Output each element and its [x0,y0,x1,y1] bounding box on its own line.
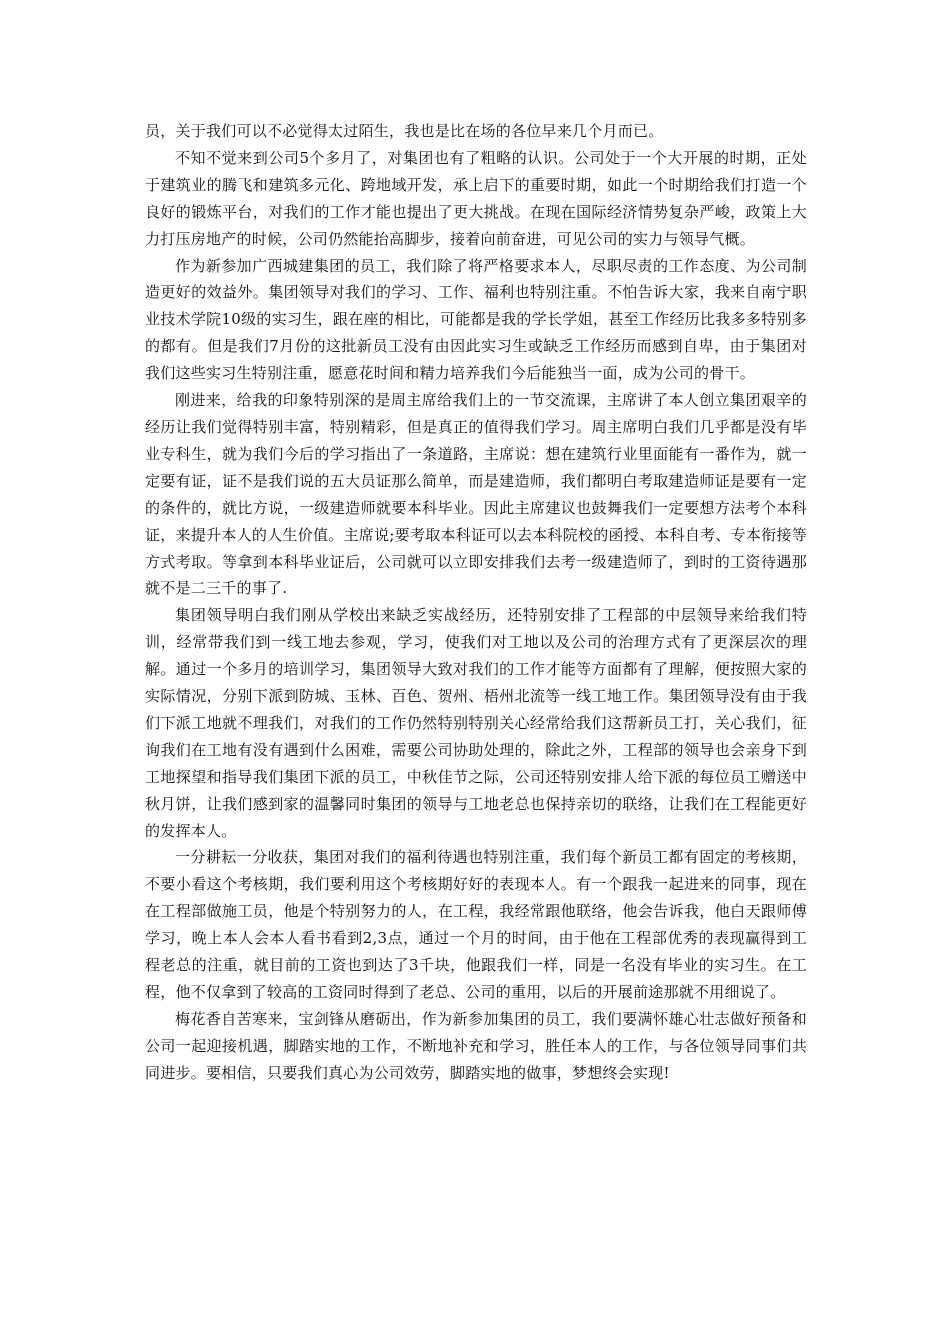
paragraph: 一分耕耘一分收获，集团对我们的福利待遇也特别注重，我们每个新员工都有固定的考核期，不要小看这个考核期，我们要利用这个考核期好好的表现本人。有一个跟我一起进来的同事，现在在工程部做施工员，他是个特别努力的人，在工程，我经常跟他联络，他会告诉我，他白天跟师傅学习，晚上本人会本人看书看到2,3点，通过一个月的时间，由于他在工程部优秀的表现赢得到工程老总的注重，就目前的工资也到达了3千块，他跟我们一样，同是一名没有毕业的实习生。在工程，他不仅拿到了较高的工资同时得到了老总、公司的重用，以后的开展前途那就不用细说了。 [145,848,807,1001]
paragraph: 作为新参加广西城建集团的员工，我们除了将严格要求本人，尽职尽责的工作态度、为公司制造更好的效益外。集团领导对我们的学习、工作、福利也特别注重。不怕告诉大家，我来自南宁职业技术学院10级的实习生，跟在座的相比，可能都是我的学长学姐，甚至工作经历比我多多特别多的都有。但是我们7月份的这批新员工没有由因此实习生或缺乏工作经历而感到自卑，由于集团对我们这些实习生特别注重，愿意花时间和精力培养我们今后能独当一面，成为公司的骨干。 [145,256,807,383]
paragraph: 刚进来，给我的印象特别深的是周主席给我们上的一节交流课，主席讲了本人创立集团艰辛的经历让我们觉得特别丰富，特别精彩，但是真正的值得我们学习。周主席明白我们几乎都是没有毕业专科生，就为我们今后的学习指出了一条道路，主席说：想在建筑行业里面能有一番作为，就一定要有证，证不是我们说的五大员证那么简单，而是建造师，我们都明白考取建造师证是要有一定的条件的，就比方说，一级建造师就要本科毕业。因此主席建议也鼓舞我们一定要想方法考个本科证，来提升本人的人生价值。主席说;要考取本科证可以去本科院校的函授、本科自考、专本衔接等方式考取。等拿到本科毕业证后，公司就可以立即安排我们去考一级建造师了，到时的工资待遇那就不是二三千的事了. [145,391,807,598]
paragraph-continued: 员，关于我们可以不必觉得太过陌生，我也是比在场的各位早来几个月而已。 [145,122,664,140]
document-body [145,118,807,1087]
paragraph: 集团领导明白我们刚从学校出来缺乏实战经历，还特别安排了工程部的中层领导来给我们特训，经常带我们到一线工地去参观，学习，使我们对工地以及公司的治理方式有了更深层次的理解。通过一个多月的培训学习，集团领导大致对我们的工作才能等方面都有了理解，便按照大家的实际情况，分别下派到防城、玉林、百色、贺州、梧州北流等一线工地工作。集团领导没有由于我们下派工地就不理我们，对我们的工作仍然特别特别关心经常给我们这帮新员工打，关心我们，征询我们在工地有没有遇到什么困难，需要公司协助处理的，除此之外，工程部的领导也会亲身下到工地探望和指导我们集团下派的员工，中秋佳节之际，公司还特别安排人给下派的每位员工赠送中秋月饼，让我们感到家的温馨同时集团的领导与工地老总也保持亲切的联络，让我们在工程能更好的发挥本人。 [145,606,807,840]
paragraph: 不知不觉来到公司5个多月了，对集团也有了粗略的认识。公司处于一个大开展的时期，正处于建筑业的腾飞和建筑多元化、跨地域开发，承上启下的重要时期，如此一个时期给我们打造一个良好的锻炼平台，对我们的工作才能也提出了更大挑战。在现在国际经济情势复杂严峻，政策上大力打压房地产的时候，公司仍然能抬高脚步，接着向前奋进，可见公司的实力与领导气概。 [145,148,807,248]
paragraph: 梅花香自苦寒来，宝剑锋从磨砺出，作为新参加集团的员工，我们要满怀雄心壮志做好预备和公司一起迎接机遇，脚踏实地的工作，不断地补充和学习，胜任本人的工作，与各位领导同事们共同进步。要相信，只要我们真心为公司效劳，脚踏实地的做事，梦想终会实现! [145,1009,807,1082]
